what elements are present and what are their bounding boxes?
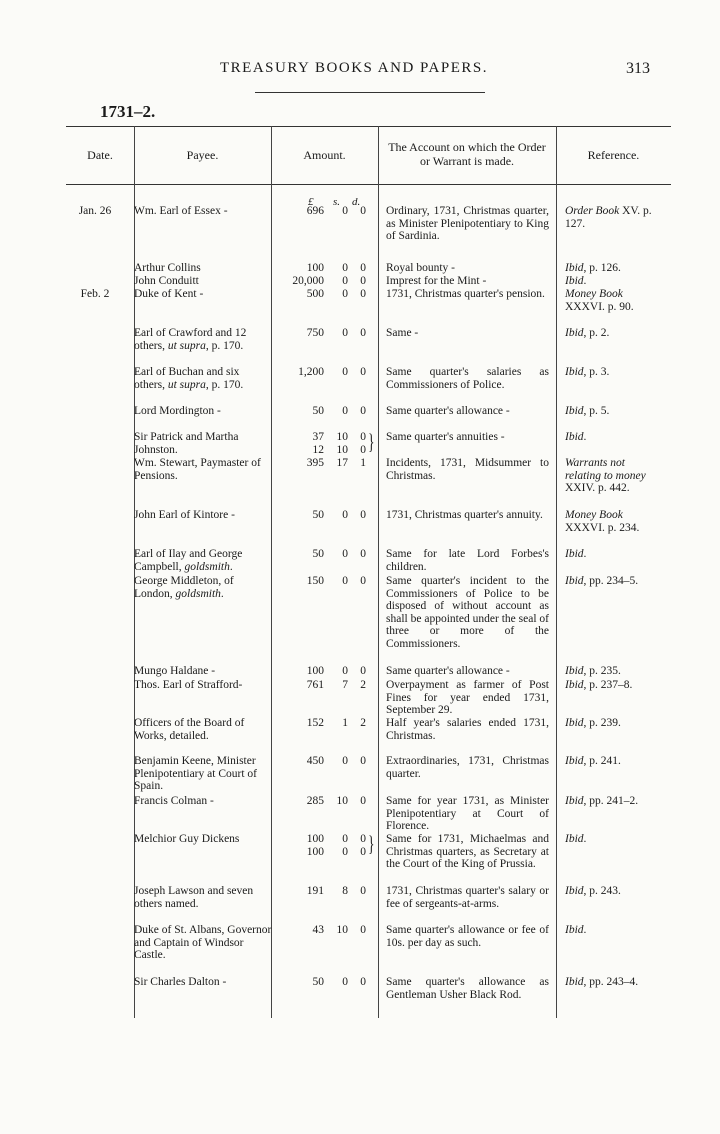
- amount-pence: 2: [360, 717, 366, 729]
- amount-pounds: 12: [312, 443, 324, 456]
- running-head: [0, 60, 720, 80]
- amount-shillings: 0: [342, 509, 348, 521]
- header-date: Date.: [87, 148, 113, 162]
- amount-shillings: 0: [342, 665, 348, 677]
- column-divider: [378, 126, 379, 1018]
- row-amount: [272, 885, 372, 898]
- amount-pence: 0: [360, 575, 366, 587]
- table-top-rule: [66, 126, 671, 127]
- row-reference: Ibid, p. 243.: [565, 885, 621, 897]
- treasury-table: [66, 126, 671, 1018]
- row-amount: [272, 717, 372, 730]
- amount-pounds: 1,200: [298, 366, 324, 378]
- amount-pence: 0: [360, 885, 366, 897]
- amount-pence: 0: [360, 366, 366, 378]
- amount-line: [272, 665, 372, 678]
- unit-shillings: s.: [333, 196, 341, 208]
- amount-pounds: 395: [306, 457, 324, 469]
- row-account: 1731, Christmas quarter's salary or fee of sergeants-at-arms.: [386, 885, 549, 910]
- row-reference: Ibid.: [565, 548, 587, 560]
- amount-brace: }: [368, 429, 375, 454]
- row-payee: Francis Colman -: [134, 795, 214, 807]
- row-account: 1731, Christmas quarter's pension.: [386, 288, 545, 300]
- row-amount: [272, 575, 372, 588]
- amount-pounds: 500: [306, 288, 324, 300]
- row-date: Jan. 26: [78, 205, 112, 217]
- amount-line: [272, 405, 372, 418]
- amount-pence: 2: [360, 679, 366, 691]
- amount-shillings: 0: [342, 262, 348, 274]
- row-amount: [272, 665, 372, 678]
- amount-shillings: 10: [336, 924, 348, 936]
- amount-pounds: 50: [312, 405, 324, 417]
- row-payee: Sir Charles Dalton -: [134, 976, 227, 988]
- row-account: Same quarter's incident to the Commissioners of Police to be disposed of without account as shall be appointed under the seal of three or more of the Commissioners.: [386, 575, 549, 650]
- row-amount: [272, 755, 372, 768]
- amount-pence: 0: [360, 665, 366, 677]
- row-reference: Ibid, p. 2.: [565, 327, 610, 339]
- row-account: Same quarter's allowance or fee of 10s. per day as such.: [386, 924, 549, 949]
- amount-pence: 0: [360, 262, 366, 274]
- amount-pence: 0: [360, 845, 366, 858]
- amount-shillings: 0: [342, 205, 348, 217]
- row-payee: Thos. Earl of Strafford-: [134, 679, 243, 691]
- amount-shillings: 8: [342, 885, 348, 897]
- row-payee: Earl of Buchan and six others, ut supra, p. 170.: [134, 366, 244, 391]
- amount-pence: 0: [360, 443, 366, 456]
- row-payee: George Middleton, of London, goldsmith.: [134, 575, 234, 600]
- amount-shillings: 0: [342, 833, 348, 845]
- row-reference: Ibid, pp. 234–5.: [565, 575, 639, 587]
- amount-pence: 0: [360, 509, 366, 521]
- row-payee: Sir Patrick and Martha Johnston.: [134, 431, 239, 456]
- row-amount: [272, 205, 372, 218]
- running-title: TREASURY BOOKS AND PAPERS.: [220, 60, 488, 76]
- row-payee: Joseph Lawson and seven others named.: [134, 885, 254, 910]
- amount-pounds: 100: [306, 833, 324, 845]
- row-amount: [272, 327, 372, 340]
- row-reference: Ibid, pp. 241–2.: [565, 795, 639, 807]
- row-amount: [272, 976, 372, 989]
- amount-brace: }: [368, 831, 375, 856]
- amount-pounds: 450: [306, 755, 324, 767]
- amount-line: [272, 846, 372, 859]
- amount-shillings: 10: [336, 443, 348, 456]
- amount-shillings: 7: [342, 679, 348, 691]
- row-amount: [272, 405, 372, 418]
- row-reference: Order Book XV. p. 127.: [565, 205, 652, 230]
- row-payee: Arthur Collins: [134, 262, 201, 274]
- row-payee: John Earl of Kintore -: [134, 509, 235, 521]
- row-reference: Money Book XXXVI. p. 234.: [565, 509, 640, 534]
- amount-pounds: 37: [312, 431, 324, 443]
- row-reference: Ibid, p. 241.: [565, 755, 621, 767]
- amount-pence: 0: [360, 924, 366, 936]
- row-reference: Warrants not relating to money XXIV. p. 442.: [565, 457, 646, 494]
- amount-pence: 0: [360, 205, 366, 217]
- amount-shillings: 0: [342, 575, 348, 587]
- header-payee: Payee.: [186, 148, 219, 162]
- amount-pence: 0: [360, 795, 366, 807]
- amount-pounds: 152: [306, 717, 324, 729]
- row-account: Same quarter's allowance -: [386, 665, 510, 677]
- row-reference: Ibid.: [565, 833, 587, 845]
- amount-pence: 1: [360, 457, 366, 469]
- row-reference: Money Book XXXVI. p. 90.: [565, 288, 634, 313]
- row-reference: Ibid, p. 3.: [565, 366, 610, 378]
- amount-pence: 0: [360, 288, 366, 300]
- amount-pence: 0: [360, 548, 366, 560]
- amount-line: [272, 885, 372, 898]
- row-payee: Mungo Haldane -: [134, 665, 216, 677]
- row-payee: Melchior Guy Dickens: [134, 833, 240, 845]
- amount-line: [272, 548, 372, 561]
- row-amount: [272, 509, 372, 522]
- amount-line: [272, 509, 372, 522]
- amount-pounds: 43: [312, 924, 324, 936]
- amount-pence: 0: [360, 976, 366, 988]
- amount-shillings: 10: [336, 431, 348, 443]
- amount-line: [272, 457, 372, 470]
- amount-pounds: 50: [312, 976, 324, 988]
- amount-shillings: 0: [342, 755, 348, 767]
- amount-pounds: 100: [306, 845, 324, 858]
- row-account: Same quarter's salaries as Commissioners of Police.: [386, 366, 549, 391]
- row-reference: Ibid.: [565, 924, 587, 936]
- amount-pence: 0: [360, 405, 366, 417]
- amount-shillings: 10: [336, 795, 348, 807]
- amount-line: [272, 205, 372, 218]
- row-account: Overpayment as farmer of Post Fines for year ended 1731, September 29.: [386, 679, 549, 716]
- row-account: Imprest for the Mint -: [386, 275, 487, 287]
- amount-pounds: 761: [306, 679, 324, 691]
- row-amount: [272, 262, 372, 275]
- row-amount: [272, 288, 372, 301]
- amount-pence: 0: [360, 833, 366, 845]
- row-account: Same quarter's annuities -: [386, 431, 505, 443]
- amount-pounds: 191: [306, 885, 324, 897]
- amount-line: [272, 833, 372, 846]
- amount-pounds: 696: [306, 205, 324, 217]
- amount-shillings: 1: [342, 717, 348, 729]
- unit-pounds: £: [308, 196, 314, 208]
- amount-shillings: 0: [342, 366, 348, 378]
- row-amount: [272, 429, 375, 456]
- amount-line: [272, 795, 372, 808]
- row-reference: Ibid, p. 239.: [565, 717, 621, 729]
- row-amount: [272, 548, 372, 561]
- amount-line: [272, 755, 372, 768]
- amount-pounds: 100: [306, 665, 324, 677]
- column-divider: [556, 126, 557, 1018]
- row-amount: [272, 831, 375, 858]
- row-account: Same quarter's allowance -: [386, 405, 510, 417]
- header-rule: [255, 92, 485, 93]
- header-amount: Amount.: [303, 148, 346, 162]
- row-amount: [272, 924, 372, 937]
- row-date: Feb. 2: [80, 288, 110, 300]
- amount-shillings: 17: [336, 457, 348, 469]
- row-amount: [272, 275, 372, 288]
- amount-line: [272, 717, 372, 730]
- row-reference: Ibid, p. 237–8.: [565, 679, 633, 691]
- row-payee: Wm. Earl of Essex -: [134, 205, 228, 217]
- row-amount: [272, 679, 372, 692]
- amount-line: [272, 327, 372, 340]
- amount-pounds: 50: [312, 509, 324, 521]
- row-account: Extraordinaries, 1731, Christmas quarter.: [386, 755, 549, 780]
- row-amount: [272, 795, 372, 808]
- row-account: Royal bounty -: [386, 262, 455, 274]
- row-payee: Officers of the Board of Works, detailed.: [134, 717, 245, 742]
- amount-line: [272, 444, 372, 457]
- amount-pounds: 50: [312, 548, 324, 560]
- row-account: Same for 1731, Michaelmas and Christmas quarters, as Secretary at the Court of the King of Prussia.: [386, 833, 549, 870]
- amount-shillings: 0: [342, 548, 348, 560]
- row-amount: [272, 366, 372, 379]
- amount-pounds: 20,000: [292, 275, 324, 287]
- amount-shillings: 0: [342, 845, 348, 858]
- row-account: Half year's salaries ended 1731, Christmas.: [386, 717, 549, 742]
- header-reference: Reference.: [587, 148, 640, 162]
- row-payee: Wm. Stewart, Paymaster of Pensions.: [134, 457, 261, 482]
- row-account: Same for year 1731, as Minister Plenipotentiary at Court of Florence.: [386, 795, 549, 832]
- amount-pence: 0: [360, 275, 366, 287]
- row-account: Same for late Lord Forbes's children.: [386, 548, 549, 573]
- row-account: 1731, Christmas quarter's annuity.: [386, 509, 543, 521]
- amount-shillings: 0: [342, 327, 348, 339]
- header-account: The Account on which the Order or Warrant is made.: [388, 140, 546, 168]
- row-payee: Duke of St. Albans, Governor and Captain of Windsor Castle.: [134, 924, 272, 961]
- amount-line: [272, 366, 372, 379]
- amount-line: [272, 262, 372, 275]
- row-account: Same -: [386, 327, 419, 339]
- amount-line: [272, 431, 372, 444]
- row-payee: Earl of Crawford and 12 others, ut supra, p. 170.: [134, 327, 247, 352]
- year-heading: 1731–2.: [100, 102, 156, 121]
- header-bottom-rule: [66, 184, 671, 185]
- amount-shillings: 0: [342, 405, 348, 417]
- amount-line: [272, 679, 372, 692]
- amount-pence: 0: [360, 431, 366, 443]
- amount-line: [272, 924, 372, 937]
- row-account: Incidents, 1731, Midsummer to Christmas.: [386, 457, 549, 482]
- amount-shillings: 0: [342, 275, 348, 287]
- row-reference: Ibid, pp. 243–4.: [565, 976, 639, 988]
- row-payee: Lord Mordington -: [134, 405, 221, 417]
- amount-pounds: 750: [306, 327, 324, 339]
- row-account: Same quarter's allowance as Gentleman Usher Black Rod.: [386, 976, 549, 1001]
- amount-pence: 0: [360, 327, 366, 339]
- amount-pence: 0: [360, 755, 366, 767]
- amount-pounds: 100: [306, 262, 324, 274]
- row-account: Ordinary, 1731, Christmas quarter, as Minister Plenipotentiary to King of Sardinia.: [386, 205, 549, 242]
- row-reference: Ibid, p. 5.: [565, 405, 610, 417]
- unit-pence: d.: [352, 196, 361, 208]
- row-payee: Benjamin Keene, Minister Plenipotentiary at Court of Spain.: [134, 755, 257, 792]
- amount-shillings: 0: [342, 288, 348, 300]
- row-reference: Ibid.: [565, 275, 587, 287]
- row-reference: Ibid.: [565, 431, 587, 443]
- page-number: 313: [626, 60, 650, 77]
- amount-line: [272, 575, 372, 588]
- amount-shillings: 0: [342, 976, 348, 988]
- amount-pounds: 285: [306, 795, 324, 807]
- row-amount: [272, 457, 372, 470]
- amount-pounds: 150: [306, 575, 324, 587]
- row-reference: Ibid, p. 235.: [565, 665, 621, 677]
- row-payee: John Conduitt: [134, 275, 199, 287]
- amount-line: [272, 275, 372, 288]
- row-payee: Earl of Ilay and George Campbell, goldsmith.: [134, 548, 243, 573]
- amount-line: [272, 976, 372, 989]
- row-payee: Duke of Kent -: [134, 288, 204, 300]
- row-reference: Ibid, p. 126.: [565, 262, 621, 274]
- amount-line: [272, 288, 372, 301]
